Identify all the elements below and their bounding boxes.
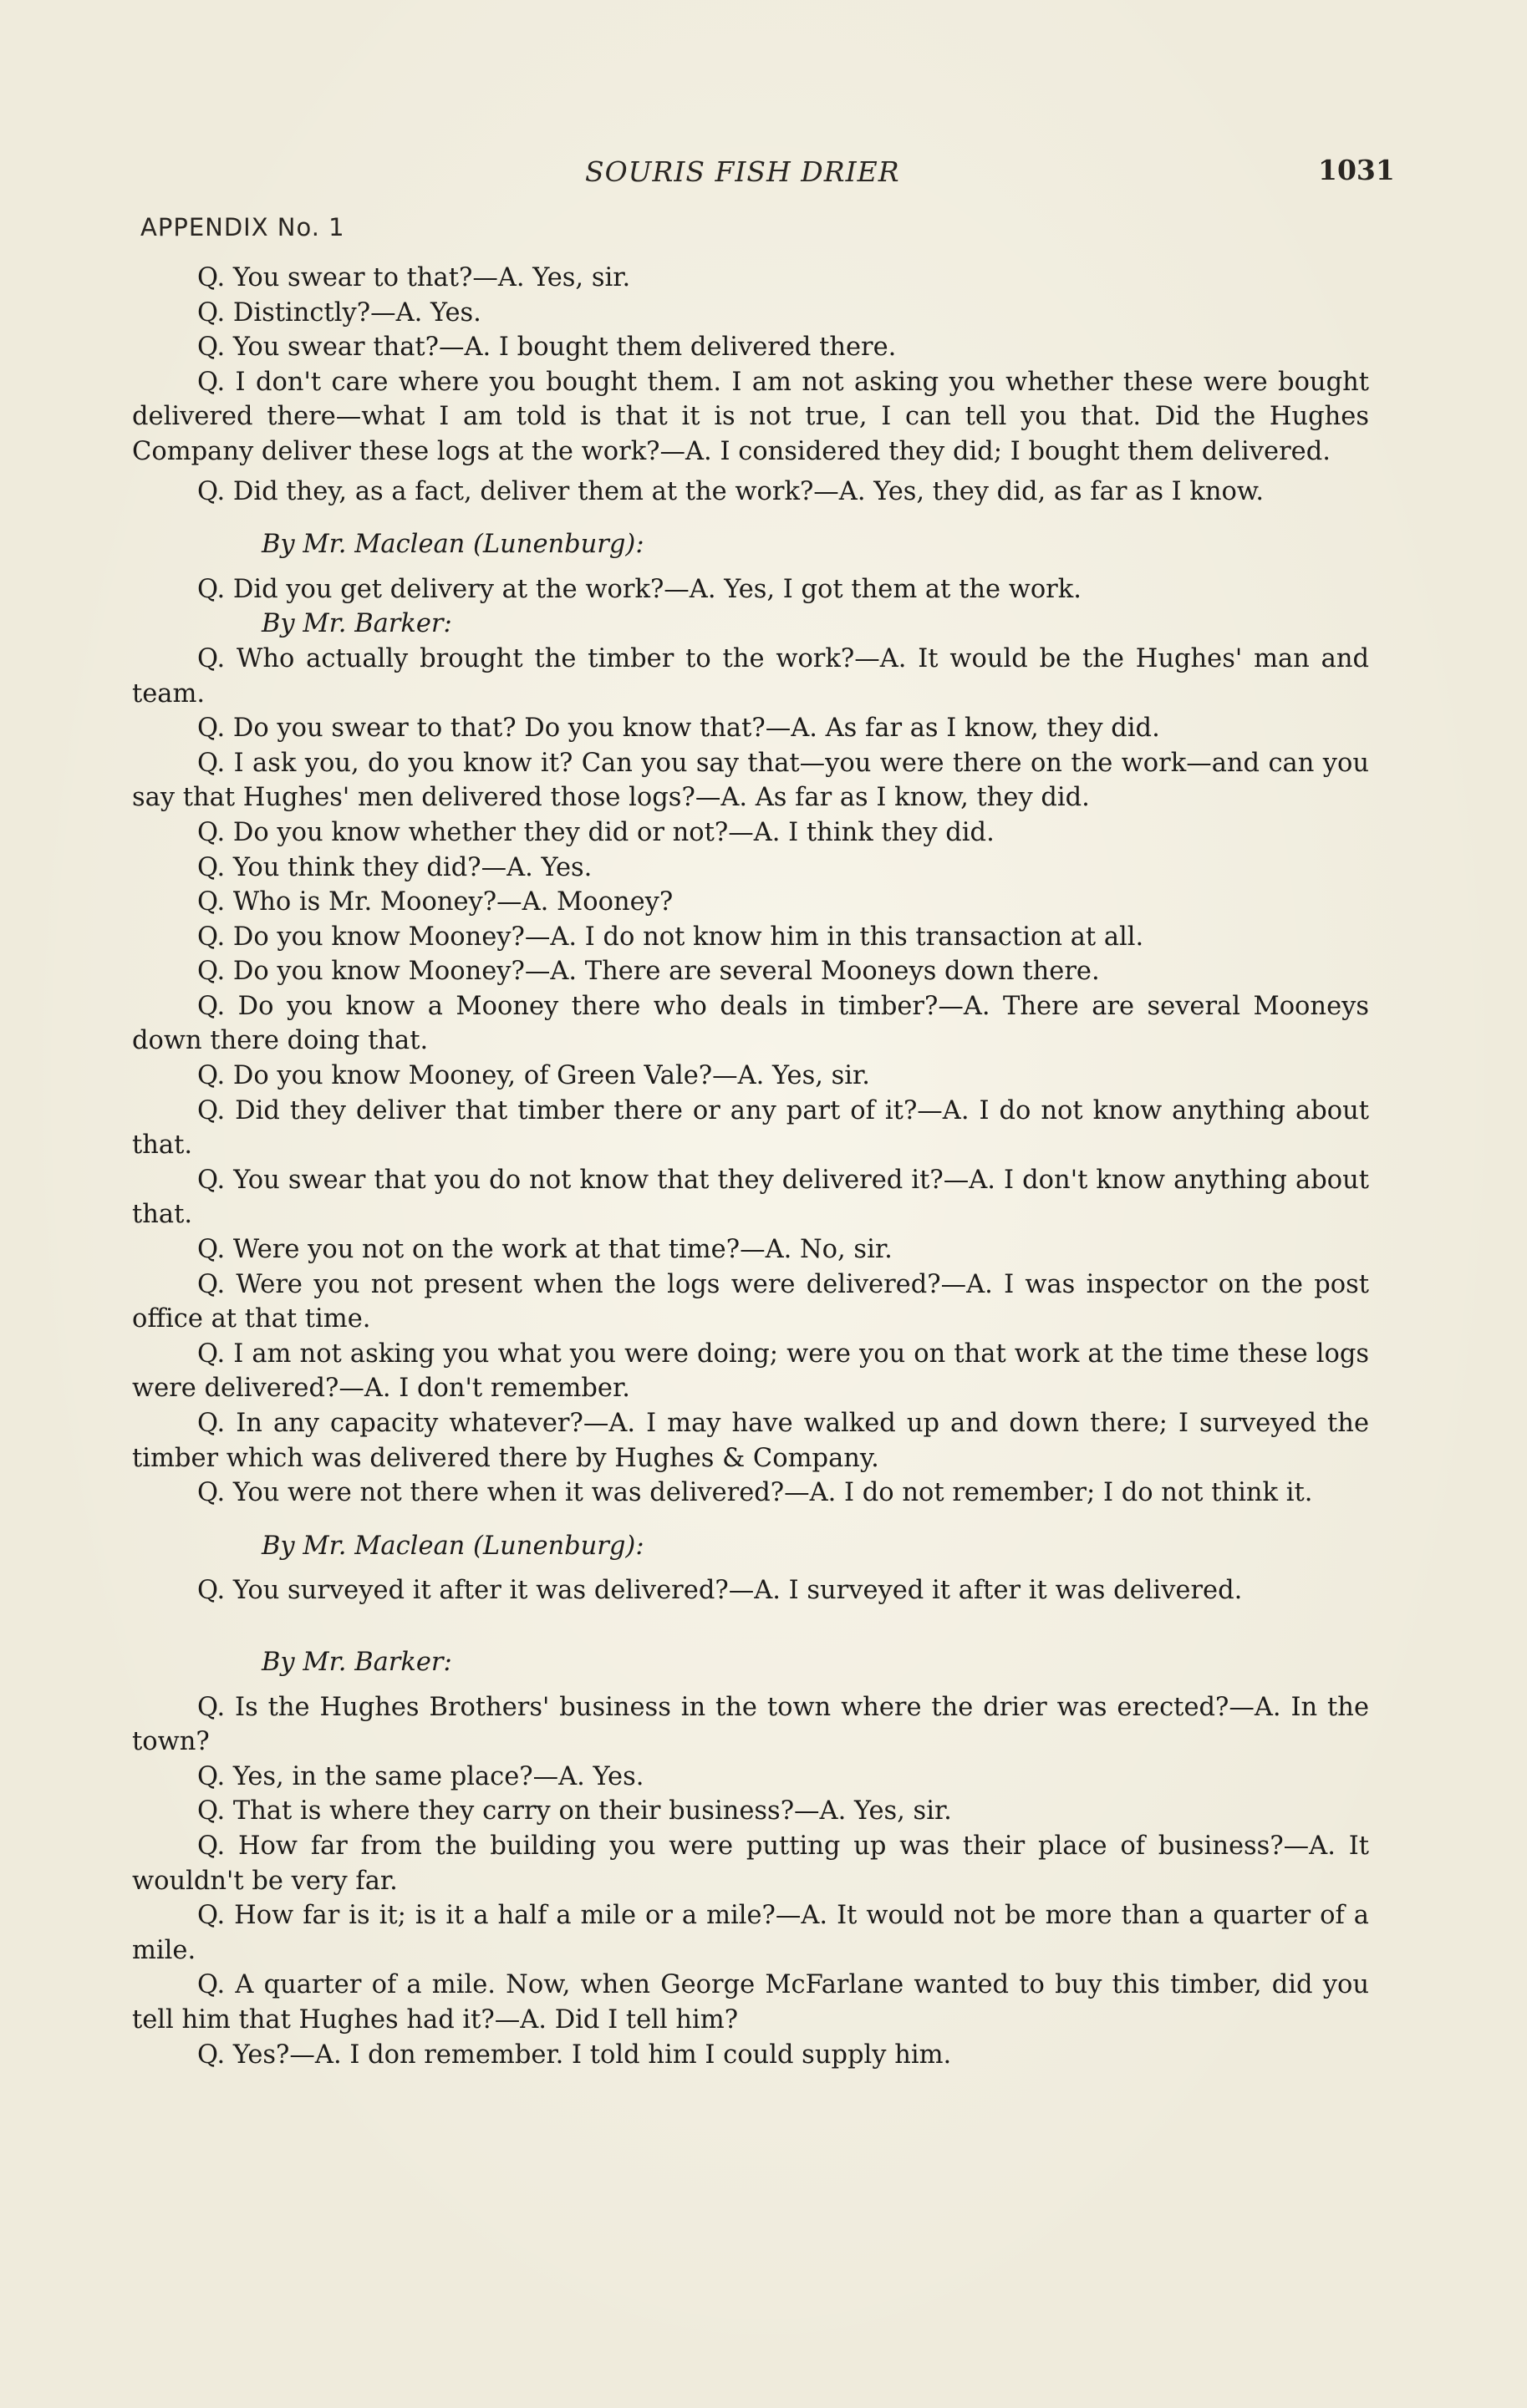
testimony-paragraph: Q. Were you not present when the logs were delivered?—A. I was inspector on the post office at that time. <box>132 1269 1369 1334</box>
appendix-label: APPENDIX No. 1 <box>140 213 345 241</box>
testimony-paragraph: Q. How far is it; is it a half a mile or a mile?—A. It would not be more than a quarter of a mile. <box>132 1901 1369 1965</box>
testimony-paragraph: Q. Do you know whether they did or not?—A. I think they did. <box>197 817 995 847</box>
testimony-paragraph: Q. A quarter of a mile. Now, when George McFarlane wanted to buy this timber, did you tell him that Hughes had it?—A. Did I tell him? <box>132 1970 1369 2035</box>
testimony-paragraph: Q. I don't care where you bought them. I am not asking you whether these were bought delivered there—what I am told is that it is not true, I can tell you that. Did the Hughes Company deliver these logs at the work?—A. I considered they did; I bought them delivered. <box>132 367 1369 466</box>
testimony-paragraph: Q. Is the Hughes Brothers' business in the town where the drier was erected?—A. In the town? <box>132 1692 1369 1757</box>
speaker-heading: By Mr. Barker: <box>262 609 452 639</box>
testimony-paragraph: Q. In any capacity whatever?—A. I may have walked up and down there; I surveyed the timber which was delivered there by Hughes & Company. <box>132 1409 1369 1473</box>
testimony-paragraph: Q. Distinctly?—A. Yes. <box>197 297 481 328</box>
testimony-paragraph: Q. Do you know Mooney?—A. I do not know him in this transaction at all. <box>197 922 1144 952</box>
testimony-paragraph: Q. You swear that you do not know that they delivered it?—A. I don't know anything about that. <box>132 1165 1369 1230</box>
testimony-paragraph: Q. Yes, in the same place?—A. Yes. <box>197 1761 644 1791</box>
testimony-paragraph: Q. Do you swear to that? Do you know that?—A. As far as I know, they did. <box>197 714 1160 744</box>
testimony-paragraph: Q. You swear that?—A. I bought them delivered there. <box>197 333 897 363</box>
testimony-paragraph: Q. How far from the building you were putting up was their place of business?—A. It wouldn't be very far. <box>132 1831 1369 1896</box>
testimony-paragraph: Q. Who actually brought the timber to the work?—A. It would be the Hughes' man and team. <box>132 643 1369 709</box>
testimony-paragraph: Q. Did they deliver that timber there or any part of it?—A. I do not know anything about that. <box>132 1095 1369 1161</box>
speaker-heading: By Mr. Barker: <box>262 1647 452 1677</box>
testimony-paragraph: Q. You surveyed it after it was delivered?—A. I surveyed it after it was delivered. <box>197 1576 1243 1606</box>
testimony-paragraph: Q. I am not asking you what you were doing; were you on that work at the time these logs were delivered?—A. I don't remember. <box>132 1339 1369 1404</box>
speaker-heading: By Mr. Maclean (Lunenburg): <box>262 1531 644 1561</box>
testimony-paragraph: Q. Do you know Mooney, of Green Vale?—A. Yes, sir. <box>197 1061 870 1091</box>
testimony-paragraph: Q. Who is Mr. Mooney?—A. Mooney? <box>197 887 674 917</box>
testimony-body <box>132 261 1369 2072</box>
speaker-heading: By Mr. Maclean (Lunenburg): <box>262 530 644 560</box>
testimony-paragraph: Q. Yes?—A. I don remember. I told him I could supply him. <box>197 2040 952 2070</box>
testimony-paragraph: Q. Do you know Mooney?—A. There are several Mooneys down there. <box>197 957 1100 987</box>
testimony-paragraph: Q. I ask you, do you know it? Can you say that—you were there on the work—and can you say that Hughes' men delivered those logs?—A. As far as I know, they did. <box>132 748 1369 813</box>
testimony-paragraph: Q. You were not there when it was delivered?—A. I do not remember; I do not think it. <box>197 1478 1313 1508</box>
testimony-paragraph: Q. Do you know a Mooney there who deals in timber?—A. There are several Mooneys down there doing that. <box>132 991 1369 1056</box>
page-number: 1031 <box>1318 154 1395 186</box>
running-title: SOURIS FISH DRIER <box>585 155 900 188</box>
testimony-paragraph: Q. You swear to that?—A. Yes, sir. <box>197 263 631 292</box>
testimony-paragraph: Q. You think they did?—A. Yes. <box>197 852 593 882</box>
testimony-paragraph: Q. Did you get delivery at the work?—A. Yes, I got them at the work. <box>197 574 1082 604</box>
testimony-paragraph: Q. That is where they carry on their business?—A. Yes, sir. <box>197 1796 952 1826</box>
testimony-paragraph: Q. Did they, as a fact, deliver them at the work?—A. Yes, they did, as far as I know. <box>197 476 1265 506</box>
testimony-paragraph: Q. Were you not on the work at that time?—A. No, sir. <box>197 1235 893 1265</box>
